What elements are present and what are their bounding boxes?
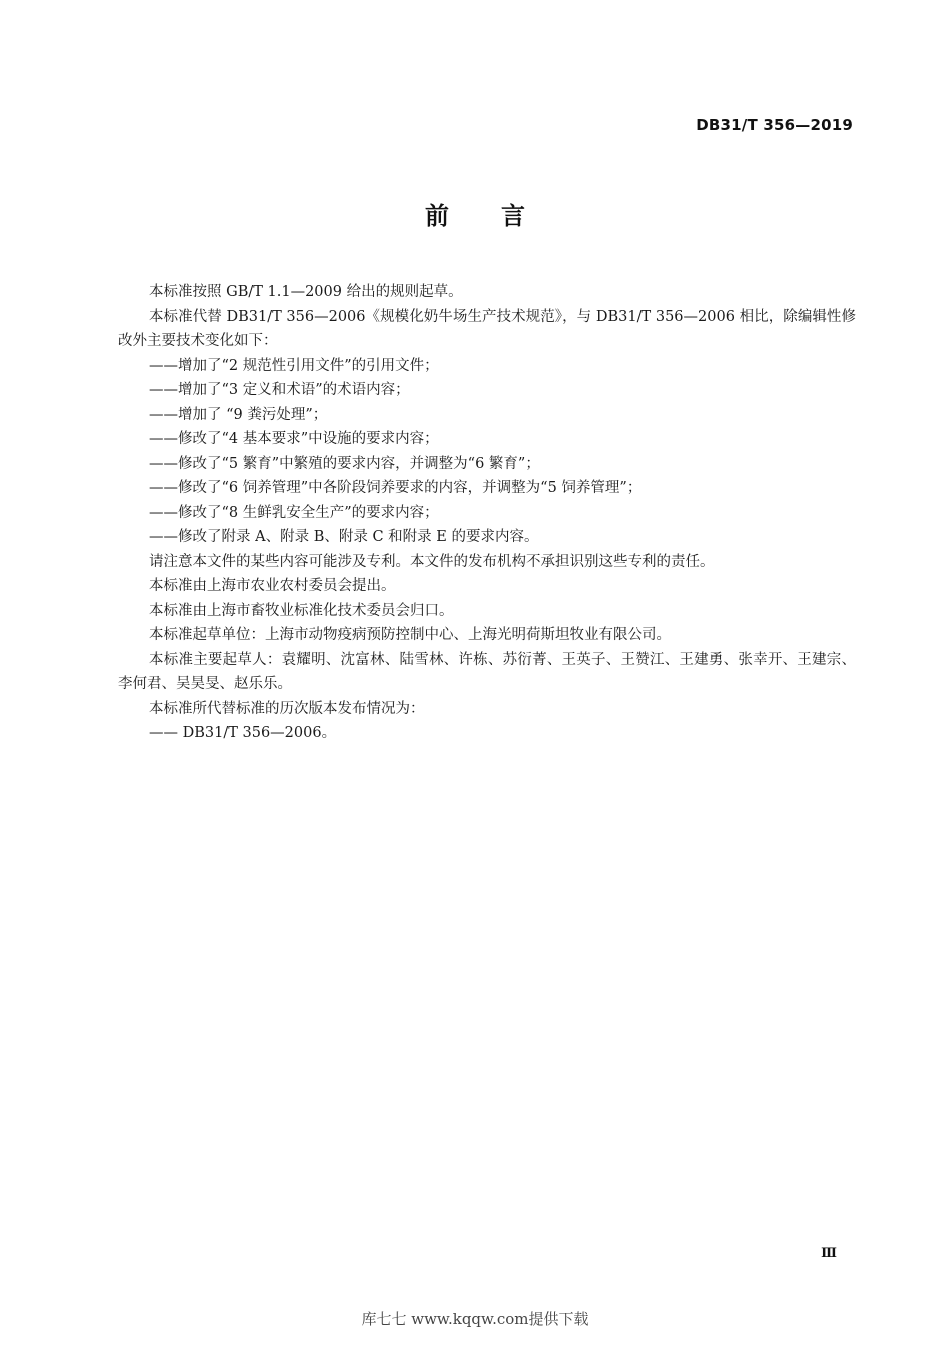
list-item-change: ——修改了“5 繁育”中繁殖的要求内容，并调整为“6 繁育”； [149, 455, 540, 472]
download-watermark: 库七七 www.kqqw.com提供下载 [361, 1310, 589, 1328]
document-code: DB31/T 356—2019 [696, 116, 853, 134]
list-item-change: ——增加了“2 规范性引用文件”的引用文件； [149, 357, 439, 374]
paragraph-version-history: 本标准所代替标准的历次版本发布情况为： [149, 700, 425, 717]
list-item-change: ——增加了 “9 粪污处理”； [149, 406, 328, 423]
paragraph-patent-notice: 请注意本文件的某些内容可能涉及专利。本文件的发布机构不承担识别这些专利的责任。 [149, 553, 715, 570]
document-body [118, 280, 856, 746]
paragraph-drafters: 本标准主要起草人：袁耀明、沈富林、陆雪林、许栋、苏衍菁、王英子、王赞江、王建勇、张幸开、王建宗、李何君、吴昊旻、赵乐乐。 [118, 651, 856, 692]
list-item-change: ——修改了“4 基本要求”中设施的要求内容； [149, 431, 439, 447]
paragraph-proposer: 本标准由上海市农业农村委员会提出。 [149, 578, 396, 594]
page-title: 前言 [425, 202, 577, 230]
list-item-change: ——增加了“3 定义和术语”的术语内容； [149, 382, 410, 398]
list-item-change: ——修改了“8 生鲜乳安全生产”的要求内容； [149, 504, 439, 521]
list-item-change: ——修改了“6 饲养管理”中各阶段饲养要求的内容，并调整为“5 饲养管理”； [149, 480, 642, 496]
paragraph-drafting-rules: 本标准按照 GB/T 1.1—2009 给出的规则起草。 [149, 284, 463, 300]
page-number: Ⅲ [821, 1246, 837, 1261]
list-item-previous-version: —— DB31/T 356—2006。 [149, 725, 337, 741]
list-item-change: ——修改了附录 A、附录 B、附录 C 和附录 E 的要求内容。 [149, 529, 539, 545]
paragraph-replacement-note: 本标准代替 DB31/T 356—2006《规模化奶牛场生产技术规范》，与 DB31/T 356—2006 相比，除编辑性修改外主要技术变化如下： [118, 308, 856, 349]
paragraph-committee: 本标准由上海市畜牧业标准化技术委员会归口。 [149, 602, 454, 619]
paragraph-drafting-units: 本标准起草单位：上海市动物疫病预防控制中心、上海光明荷斯坦牧业有限公司。 [149, 627, 671, 643]
